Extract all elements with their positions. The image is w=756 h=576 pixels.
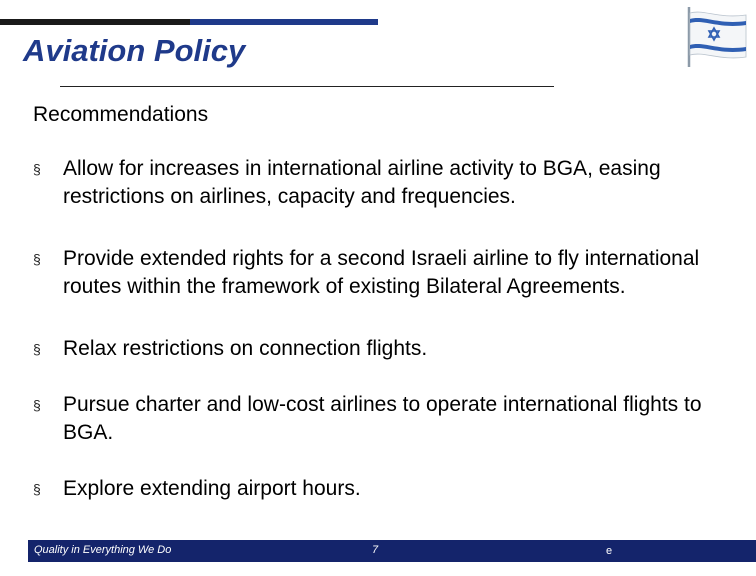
bullet-marker: § <box>33 397 41 413</box>
page-number: 7 <box>372 544 379 556</box>
bullet-marker: § <box>33 251 41 267</box>
list-item <box>33 155 713 211</box>
recommendation-list <box>33 155 713 503</box>
bullet-marker: § <box>33 161 41 177</box>
bullet-marker: § <box>33 341 41 357</box>
header-bar-blue <box>190 19 378 25</box>
list-item <box>33 391 713 447</box>
bullet-text: Allow for increases in international airline activity to BGA, easing restrictions on airlines, capacity and frequencies. <box>63 157 661 208</box>
israel-flag-icon <box>684 5 748 69</box>
header-bar-dark <box>0 19 190 25</box>
list-item <box>33 245 713 301</box>
bullet-text: Provide extended rights for a second Israeli airline to fly international routes within the framework of existing Bilateral Agreements. <box>63 247 700 298</box>
footer-bar <box>28 540 756 562</box>
bullet-text: Explore extending airport hours. <box>63 477 361 500</box>
list-item <box>33 475 713 503</box>
bullet-marker: § <box>33 481 41 497</box>
bullet-text: Pursue charter and low-cost airlines to operate international flights to BGA. <box>63 393 702 444</box>
slide-title: Aviation Policy <box>23 33 246 68</box>
list-item <box>33 335 713 363</box>
footer-tagline: Quality in Everything We Do <box>34 544 172 556</box>
bullet-text: Relax restrictions on connection flights. <box>63 337 428 360</box>
footer-logo-mark: e <box>606 545 613 557</box>
section-heading: Recommendations <box>33 103 209 126</box>
title-divider <box>60 86 554 87</box>
